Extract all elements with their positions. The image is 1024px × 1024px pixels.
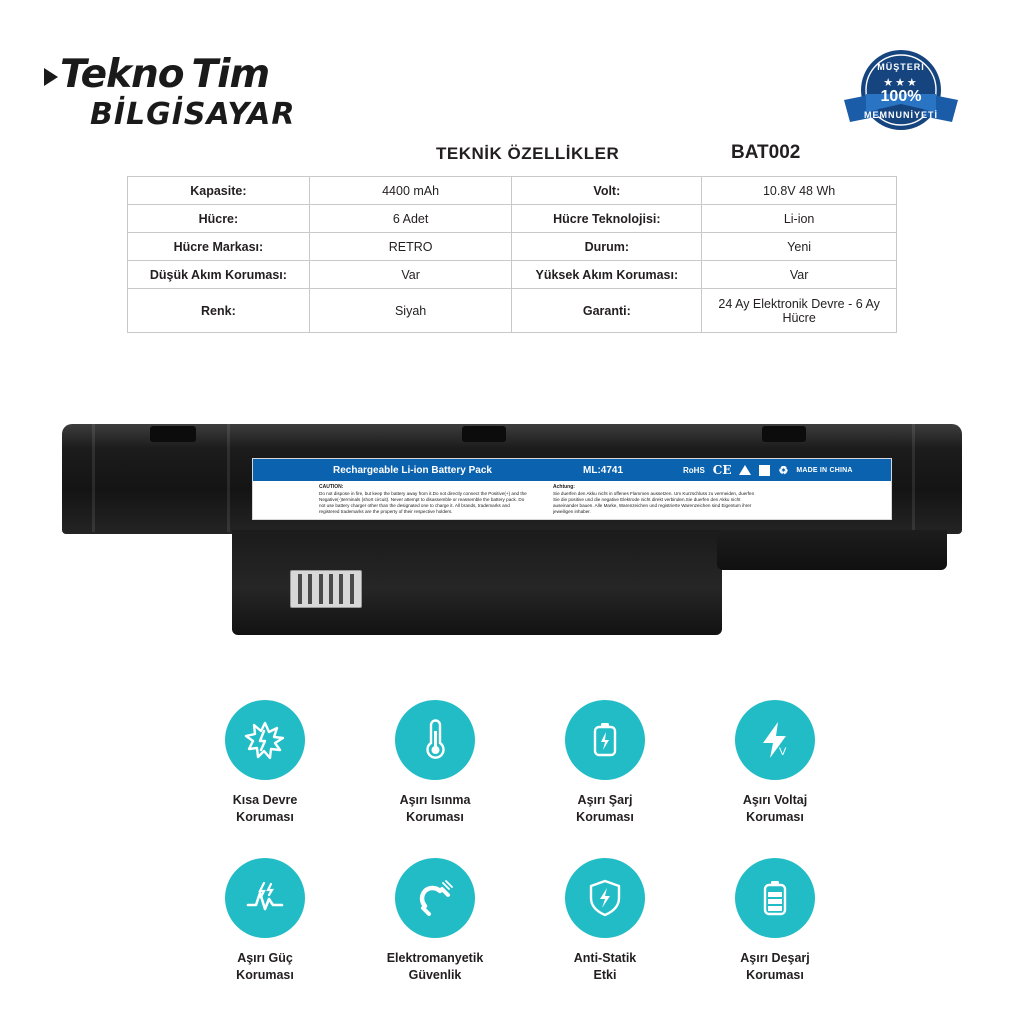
- logo-arrow-icon: [44, 68, 58, 86]
- spec-value: Var: [309, 261, 512, 289]
- overdischarge-battery-icon: [735, 858, 815, 938]
- feature-overpower: [190, 858, 340, 984]
- feature-row: [190, 858, 850, 984]
- spec-value: RETRO: [309, 233, 512, 261]
- spec-label: Durum:: [512, 233, 702, 261]
- feature-overheat: [360, 700, 510, 826]
- badge-percent: 100%: [880, 88, 922, 105]
- antistatic-shield-icon: [565, 858, 645, 938]
- feature-label-line1: Kısa Devre: [232, 793, 298, 807]
- feature-overdischarge: [700, 858, 850, 984]
- feature-label-line2: Koruması: [746, 967, 804, 982]
- feature-label-line1: Aşırı Şarj: [577, 793, 633, 807]
- feature-label-line1: Aşırı Isınma: [399, 793, 471, 807]
- caution-heading: CAUTION:: [319, 484, 344, 490]
- battery-ridge: [912, 424, 915, 532]
- spec-value: 10.8V 48 Wh: [702, 177, 897, 205]
- square-mark-icon: [759, 465, 770, 476]
- badge-stars: ★★★: [883, 77, 919, 89]
- overheat-thermometer-icon: [395, 700, 475, 780]
- spec-label: Garanti:: [512, 289, 702, 333]
- battery-caution-text-block: [319, 484, 529, 516]
- achtung-heading: Achtung:: [553, 484, 575, 490]
- spec-label: Volt:: [512, 177, 702, 205]
- battery-model: ML:4741: [583, 464, 624, 476]
- table-row: [128, 233, 897, 261]
- feature-row: [190, 700, 850, 826]
- caution-body: Do not dispose in fire, but keep the battery away from it.Do not directly connect the Positive(+) and the Negative(-)terminals (short circuit). Never attempt to disassemble or reassemble the battery pack. Do not use battery charger other than the designated one to charge it. All brands, trademarks and registered trademarks are the property of their respective holders.: [319, 490, 527, 515]
- spec-label: Renk:: [128, 289, 310, 333]
- battery-notch: [150, 426, 196, 442]
- battery-achtung-text-block: [553, 484, 758, 516]
- badge-top-label: MÜŞTERİ: [877, 62, 925, 72]
- battery-ridge: [92, 424, 95, 532]
- table-row: [128, 261, 897, 289]
- product-code: BAT002: [731, 142, 801, 163]
- battery-connector: [290, 570, 362, 608]
- feature-electromagnetic: [360, 858, 510, 984]
- feature-label-line1: Aşırı Voltaj: [742, 793, 808, 807]
- feature-label-line1: Elektromanyetik: [386, 950, 484, 965]
- spec-value: Li-ion: [702, 205, 897, 233]
- overcharge-battery-icon: [565, 700, 645, 780]
- made-in-label: MADE IN CHINA: [796, 466, 853, 474]
- specifications-table: [127, 176, 897, 333]
- battery-product-image: [62, 424, 962, 624]
- customer-satisfaction-badge: [836, 42, 966, 142]
- feature-label-line2: Koruması: [576, 809, 634, 824]
- spec-label: Yüksek Akım Koruması:: [512, 261, 702, 289]
- feature-label-line2: Güvenlik: [408, 967, 462, 982]
- feature-label-line2: Etki: [593, 967, 617, 982]
- battery-label-title: Rechargeable Li-ion Battery Pack: [333, 464, 492, 476]
- feature-label-line1: Aşırı Deşarj: [740, 950, 810, 965]
- short-circuit-icon: [225, 700, 305, 780]
- spec-value: Siyah: [309, 289, 512, 333]
- feature-label-line2: Koruması: [746, 809, 804, 824]
- feature-short-circuit: [190, 700, 340, 826]
- spec-label: Hücre Teknolojisi:: [512, 205, 702, 233]
- battery-ridge: [227, 424, 230, 532]
- badge-bottom-label: MEMNUNİYETİ: [864, 110, 938, 120]
- feature-label-line2: Koruması: [236, 809, 294, 824]
- feature-label-line1: Aşırı Güç: [237, 950, 293, 965]
- table-row: [128, 289, 897, 333]
- battery-notch: [462, 426, 506, 442]
- spec-value: 4400 mAh: [309, 177, 512, 205]
- battery-label: [252, 458, 892, 520]
- brand-name-part1: Tekno: [60, 52, 184, 97]
- feature-icons-section: [190, 700, 850, 984]
- table-row: [128, 205, 897, 233]
- battery-notch: [762, 426, 806, 442]
- spec-value: 6 Adet: [309, 205, 512, 233]
- waste-bin-icon: ♻: [778, 464, 789, 477]
- warning-triangle-icon: [739, 465, 751, 475]
- achtung-body: Sie duerfen den Akku nicht in offenes Flammen aussetzen. Um Kurzschluss zu vermeiden, duerfen Sie die positive und die negative Elektrode nicht direkt verbinden.Sie duerfen den Akku nicht auseinander bauen. Alle Marke, Warenzeichen und registrierte Warenzeichen sind Eigentum ihrer jeweiligen inhaber.: [553, 490, 755, 515]
- brand-subtitle: BİLGİSAYAR: [90, 97, 296, 132]
- electromagnetic-magnet-icon: [395, 858, 475, 938]
- spec-table-title: TEKNİK ÖZELLİKLER: [436, 144, 620, 163]
- battery-label-banner: [253, 459, 891, 481]
- spec-value: 24 Ay Elektronik Devre - 6 Ay Hücre: [702, 289, 897, 333]
- overpower-pulse-icon: [225, 858, 305, 938]
- feature-label-line2: Koruması: [406, 809, 464, 824]
- overvoltage-bolt-icon: [735, 700, 815, 780]
- feature-overvoltage: [700, 700, 850, 826]
- spec-label: Kapasite:: [128, 177, 310, 205]
- feature-label-line1: Anti-Statik: [573, 950, 637, 965]
- spec-label: Düşük Akım Koruması:: [128, 261, 310, 289]
- spec-value: Yeni: [702, 233, 897, 261]
- svg-text:V: V: [779, 746, 787, 758]
- spec-label: Hücre Markası:: [128, 233, 310, 261]
- battery-compliance-icons: [683, 461, 888, 479]
- spec-value: Var: [702, 261, 897, 289]
- spec-label: Hücre:: [128, 205, 310, 233]
- feature-antistatic: [530, 858, 680, 984]
- table-row: [128, 177, 897, 205]
- rohs-label: RoHS: [683, 465, 705, 475]
- feature-label-line2: Koruması: [236, 967, 294, 982]
- brand-name-part2: Tim: [191, 52, 270, 97]
- page-header: [0, 0, 1024, 150]
- ce-icon: CE: [712, 463, 732, 477]
- battery-right-step: [717, 530, 947, 570]
- brand-logo: [44, 52, 296, 132]
- feature-overcharge: [530, 700, 680, 826]
